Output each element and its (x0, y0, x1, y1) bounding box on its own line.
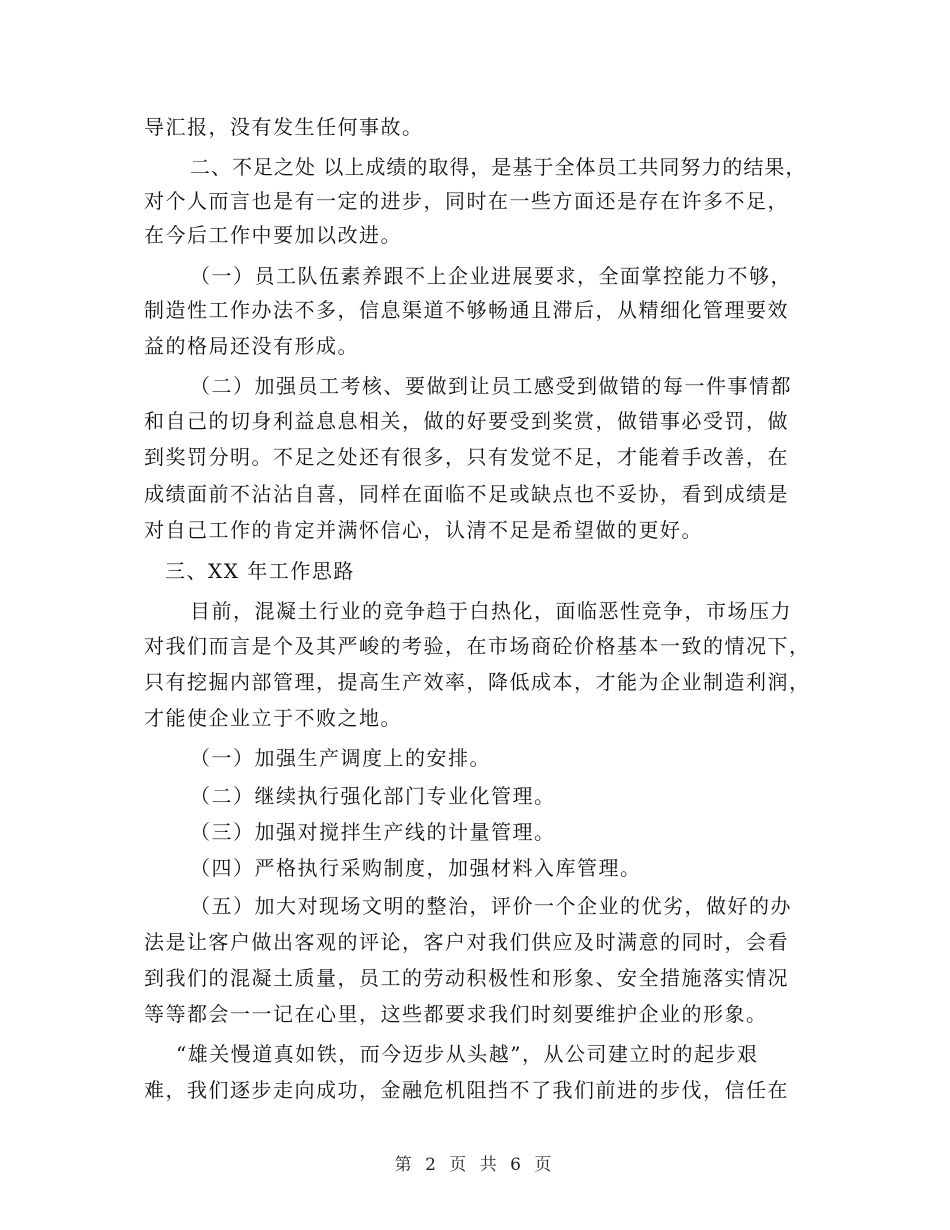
text-line: “雄关慢道真如铁，而今迈步从头越”，从公司建立时的起步艰 (176, 1042, 759, 1066)
text-line: 到我们的混凝土质量，员工的劳动积极性和形象、安全措施落实情况 (144, 966, 789, 990)
text-line: 益的格局还没有形成。 (144, 334, 359, 358)
text-line: 到奖罚分明。不足之处还有很多，只有发觉不足，才能着手改善，在 (144, 445, 789, 469)
text-line: 法是让客户做出客观的评论，客户对我们供应及时满意的同时，会看 (144, 930, 789, 954)
text-line: 和自己的切身利益息息相关，做的好要受到奖赏，做错事必受罚，做 (144, 409, 789, 433)
list-item: （一）加强生产调度上的安排。 (190, 746, 491, 770)
page-footer: 第 2 页 共 6 页 (394, 1155, 556, 1175)
text-line: 制造性工作办法不多，信息渠道不够畅通且滞后，从精细化管理要效 (144, 298, 789, 322)
text-line: 对个人而言也是有一定的进步，同时在一些方面还是存在许多不足， (144, 189, 789, 213)
text-line: 目前，混凝土行业的竞争趋于白热化，面临恶性竞争，市场压力 (190, 599, 792, 623)
list-item: （三）加强对搅拌生产线的计量管理。 (190, 820, 556, 844)
text-line: 对我们而言是个及其严峻的考验，在市场商砼价格基本一致的情况下， (144, 634, 811, 658)
text-line: 导汇报，没有发生任何事故。 (144, 115, 424, 139)
text-line: 二、不足之处 以上成绩的取得，是基于全体员工共同努力的结果， (190, 155, 807, 179)
text-line: （一）员工队伍素养跟不上企业进展要求，全面掌控能力不够， (190, 264, 792, 288)
text-line: 才能使企业立于不败之地。 (144, 706, 402, 730)
text-line: 在今后工作中要加以改进。 (144, 223, 402, 247)
text-line: 只有挖掘内部管理，提高生产效率，降低成本，才能为企业制造利润， (144, 670, 811, 694)
text-line: （二）加强员工考核、要做到让员工感受到做错的每一件事情都 (190, 374, 792, 398)
text-line: 等等都会一一记在心里，这些都要求我们时刻要维护企业的形象。 (144, 1002, 768, 1026)
list-item: （二）继续执行强化部门专业化管理。 (190, 784, 556, 808)
text-line: 难，我们逐步走向成功，金融危机阻挡不了我们前进的步伐，信任在 (144, 1078, 789, 1102)
section-heading: 三、XX 年工作思路 (165, 559, 355, 583)
text-line: 对自己工作的肯定并满怀信心，认清不足是希望做的更好。 (144, 518, 703, 542)
text-line: 成绩面前不沾沾自喜，同样在面临不足或缺点也不妥协，看到成绩是 (144, 482, 789, 506)
list-item: （五）加大对现场文明的整治，评价一个企业的优劣，做好的办 (190, 894, 792, 918)
list-item: （四）严格执行采购制度，加强材料入库管理。 (190, 856, 642, 880)
